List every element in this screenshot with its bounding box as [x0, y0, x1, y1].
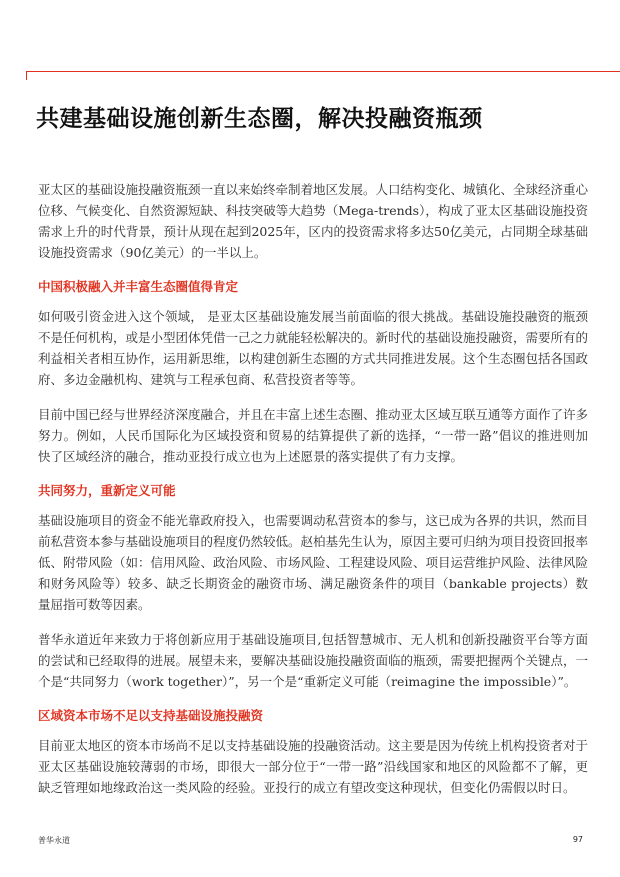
section-china-paragraph-1: 如何吸引资金进入这个领域， 是亚太区基础设施发展当前面临的很大挑战。基础设施投融资的瓶颈不是任何机构，或是小型团体凭借一己之力就能轻松解决的。新时代的基础设施投融资，需要所有的利益相关者相互协作，运用新思维，以构建创新生态圈的方式共同推进发展。这个生态圈包括各国政府、多边金融机构、建筑与工程承包商、私营投资者等等。	[38, 309, 589, 387]
section-capital-market-paragraph-1: 目前亚太地区的资本市场尚不足以支持基础设施的投融资活动。这主要是因为传统上机构投资者对于亚太区基础设施较薄弱的市场，即很大一部分位于“一带一路”沿线国家和地区的风险都不了解，更缺乏管理如地缘政治这一类风险的经验。亚投行的成立有望改变这种现状，但变化仍需假以时日。	[38, 738, 589, 795]
section-together-paragraph-1: 基础设施项目的资金不能光靠政府投入，也需要调动私营资本的参与，这已成为各界的共识，然而目前私营资本参与基础设施项目的程度仍然较低。赵柏基先生认为，原因主要可归纳为项目投资回报率低、附带风险（如：信用风险、政治风险、市场风险、工程建设风险、项目运营维护风险、法律风险和财务风险等）较多、缺乏长期资金的融资市场、满足融资条件的项目（bankable projects）数量屈指可数等因素。	[38, 513, 589, 612]
section-heading-china: 中国积极融入并丰富生态圈值得肯定	[38, 279, 239, 294]
section-heading-capital-market: 区域资本市场不足以支持基础设施投融资	[38, 708, 264, 723]
top-accent-tick	[26, 71, 27, 80]
section-heading-together: 共同努力，重新定义可能	[38, 483, 176, 498]
footer-page-number: 97	[572, 835, 583, 844]
section-together-paragraph-2: 普华永道近年来致力于将创新应用于基础设施项目,包括智慧城市、无人机和创新投融资平台等方面的尝试和已经取得的进展。展望未来，要解决基础设施投融资面临的瓶颈，需要把握两个关键点，一个是“共同努力（work together）”，另一个是“重新定义可能（reimagine the impossible）”。	[38, 632, 589, 689]
intro-paragraph: 亚太区的基础设施投融资瓶颈一直以来始终牵制着地区发展。人口结构变化、城镇化、全球经济重心位移、气候变化、自然资源短缺、科技突破等大趋势（Mega-trends），构成了亚太区基础设施投资需求上升的时代背景，预计从现在起到2025年，区内的投资需求将多达50亿美元，占同期全球基础设施投资需求（90亿美元）的一半以上。	[38, 182, 589, 260]
section-china-paragraph-2: 目前中国已经与世界经济深度融合，并且在丰富上述生态圈、推动亚太区域互联互通等方面作了许多努力。例如，人民币国际化为区域投资和贸易的结算提供了新的选择，“一带一路”倡议的推进则加快了区域经济的融合，推动亚投行成立也为上述愿景的落实提供了有力支撑。	[38, 407, 589, 464]
top-accent-rule	[26, 71, 620, 72]
article-body	[38, 179, 588, 812]
footer-brand: 普华永道	[38, 836, 70, 845]
page-title: 共建基础设施创新生态圈，解决投融资瓶颈	[36, 106, 483, 133]
